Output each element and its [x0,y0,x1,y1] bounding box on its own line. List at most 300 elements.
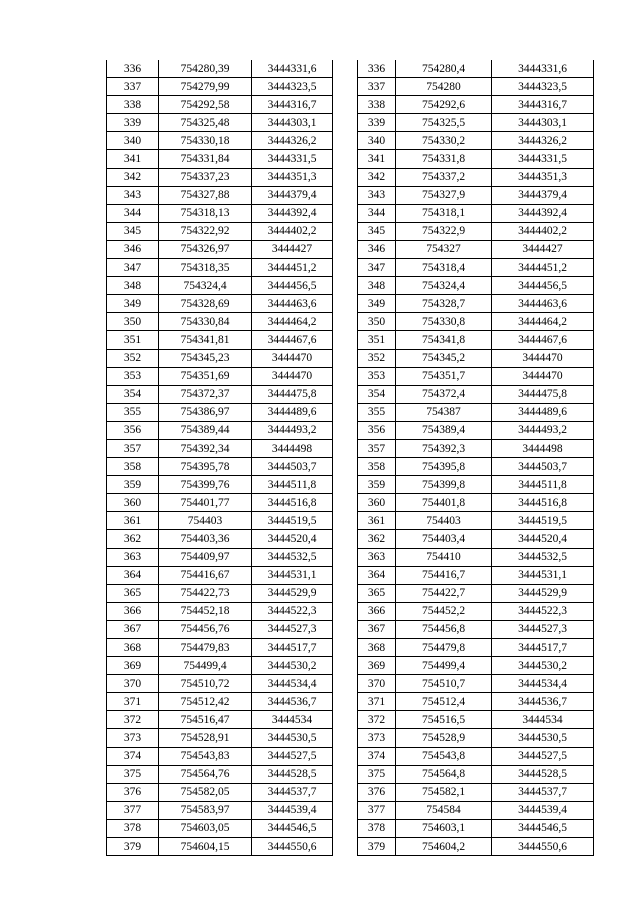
point-number-cell: 376 [358,783,396,801]
point-number-cell: 364 [358,566,396,584]
point-number-cell: 374 [358,747,396,765]
point-number-cell: 372 [358,711,396,729]
y-coordinate-cell: 3444520,4 [252,530,333,548]
table-row [107,639,333,657]
point-number-cell: 367 [358,620,396,638]
point-number-cell: 364 [107,566,159,584]
table-row [107,150,333,168]
y-coordinate-cell: 3444529,9 [492,584,594,602]
table-row [358,78,594,96]
table-row [107,186,333,204]
point-number-cell: 353 [358,367,396,385]
y-coordinate-cell: 3444456,5 [252,277,333,295]
table-row [107,494,333,512]
point-number-cell: 351 [358,331,396,349]
x-coordinate-cell: 754331,8 [396,150,492,168]
table-row [107,222,333,240]
point-number-cell: 349 [358,295,396,313]
y-coordinate-cell: 3444456,5 [492,277,594,295]
y-coordinate-cell: 3444534 [492,711,594,729]
table-row [107,421,333,439]
y-coordinate-cell: 3444534,4 [492,675,594,693]
x-coordinate-cell: 754325,48 [159,114,252,132]
point-number-cell: 347 [107,259,159,277]
point-number-cell: 353 [107,367,159,385]
x-coordinate-cell: 754399,76 [159,476,252,494]
y-coordinate-cell: 3444402,2 [252,222,333,240]
x-coordinate-cell: 754510,7 [396,675,492,693]
table-row [358,458,594,476]
y-coordinate-cell: 3444503,7 [252,458,333,476]
x-coordinate-cell: 754564,8 [396,765,492,783]
table-row [358,439,594,457]
table-row [358,259,594,277]
x-coordinate-cell: 754582,05 [159,783,252,801]
x-coordinate-cell: 754337,2 [396,168,492,186]
point-number-cell: 371 [107,693,159,711]
table-row [107,240,333,258]
y-coordinate-cell: 3444392,4 [252,204,333,222]
x-coordinate-cell: 754395,8 [396,458,492,476]
y-coordinate-cell: 3444498 [492,439,594,457]
point-number-cell: 373 [107,729,159,747]
point-number-cell: 367 [107,620,159,638]
point-number-cell: 363 [358,548,396,566]
table-row [358,620,594,638]
table-row [107,783,333,801]
table-row [107,367,333,385]
point-number-cell: 345 [107,222,159,240]
y-coordinate-cell: 3444546,5 [492,819,594,837]
x-coordinate-cell: 754292,6 [396,96,492,114]
point-number-cell: 340 [107,132,159,150]
y-coordinate-cell: 3444522,3 [492,602,594,620]
x-coordinate-cell: 754582,1 [396,783,492,801]
table-row [358,186,594,204]
table-row [107,439,333,457]
y-coordinate-cell: 3444527,3 [492,620,594,638]
x-coordinate-cell: 754543,8 [396,747,492,765]
x-coordinate-cell: 754401,77 [159,494,252,512]
table-row [107,657,333,675]
table-row [107,385,333,403]
y-coordinate-cell: 3444527,5 [252,747,333,765]
table-row [358,548,594,566]
y-coordinate-cell: 3444493,2 [492,421,594,439]
table-row [107,620,333,638]
x-coordinate-cell: 754328,7 [396,295,492,313]
y-coordinate-cell: 3444379,4 [252,186,333,204]
y-coordinate-cell: 3444427 [492,240,594,258]
x-coordinate-cell: 754280,4 [396,60,492,78]
y-coordinate-cell: 3444511,8 [252,476,333,494]
table-row [107,295,333,313]
point-number-cell: 337 [107,78,159,96]
y-coordinate-cell: 3444326,2 [492,132,594,150]
x-coordinate-cell: 754324,4 [396,277,492,295]
y-coordinate-cell: 3444530,5 [252,729,333,747]
x-coordinate-cell: 754403 [396,512,492,530]
x-coordinate-cell: 754324,4 [159,277,252,295]
table-row [358,114,594,132]
table-row [358,693,594,711]
y-coordinate-cell: 3444519,5 [252,512,333,530]
x-coordinate-cell: 754318,1 [396,204,492,222]
y-coordinate-cell: 3444326,2 [252,132,333,150]
y-coordinate-cell: 3444530,2 [252,657,333,675]
y-coordinate-cell: 3444323,5 [252,78,333,96]
y-coordinate-cell: 3444532,5 [492,548,594,566]
table-row [358,675,594,693]
table-row [358,222,594,240]
point-number-cell: 368 [107,639,159,657]
x-coordinate-cell: 754528,91 [159,729,252,747]
table-row [358,602,594,620]
y-coordinate-cell: 3444331,6 [492,60,594,78]
x-coordinate-cell: 754528,9 [396,729,492,747]
x-coordinate-cell: 754331,84 [159,150,252,168]
x-coordinate-cell: 754422,73 [159,584,252,602]
table-row [358,96,594,114]
y-coordinate-cell: 3444532,5 [252,548,333,566]
y-coordinate-cell: 3444546,5 [252,819,333,837]
y-coordinate-cell: 3444463,6 [252,295,333,313]
x-coordinate-cell: 754416,7 [396,566,492,584]
x-coordinate-cell: 754512,42 [159,693,252,711]
y-coordinate-cell: 3444316,7 [492,96,594,114]
x-coordinate-cell: 754337,23 [159,168,252,186]
y-coordinate-cell: 3444493,2 [252,421,333,439]
y-coordinate-cell: 3444392,4 [492,204,594,222]
x-coordinate-cell: 754392,3 [396,439,492,457]
y-coordinate-cell: 3444351,3 [252,168,333,186]
point-number-cell: 344 [358,204,396,222]
point-number-cell: 369 [107,657,159,675]
point-number-cell: 372 [107,711,159,729]
table-row [107,458,333,476]
x-coordinate-cell: 754327 [396,240,492,258]
x-coordinate-cell: 754499,4 [396,657,492,675]
coordinates-table-left [106,60,333,856]
y-coordinate-cell: 3444550,6 [252,838,333,856]
y-coordinate-cell: 3444537,7 [492,783,594,801]
table-row [107,349,333,367]
table-row [107,801,333,819]
x-coordinate-cell: 754372,37 [159,385,252,403]
y-coordinate-cell: 3444527,3 [252,620,333,638]
point-number-cell: 338 [358,96,396,114]
table-row [107,729,333,747]
table-row [358,657,594,675]
point-number-cell: 362 [107,530,159,548]
x-coordinate-cell: 754403,4 [396,530,492,548]
table-row [358,60,594,78]
table-row [107,675,333,693]
x-coordinate-cell: 754512,4 [396,693,492,711]
point-number-cell: 379 [358,838,396,856]
table-row [358,530,594,548]
table-row [358,476,594,494]
y-coordinate-cell: 3444534,4 [252,675,333,693]
table-row [358,819,594,837]
y-coordinate-cell: 3444517,7 [252,639,333,657]
point-number-cell: 339 [358,114,396,132]
point-number-cell: 371 [358,693,396,711]
x-coordinate-cell: 754603,05 [159,819,252,837]
y-coordinate-cell: 3444475,8 [492,385,594,403]
point-number-cell: 360 [358,494,396,512]
point-number-cell: 339 [107,114,159,132]
point-number-cell: 379 [107,838,159,856]
y-coordinate-cell: 3444303,1 [492,114,594,132]
point-number-cell: 365 [358,584,396,602]
table-row [107,512,333,530]
y-coordinate-cell: 3444539,4 [492,801,594,819]
y-coordinate-cell: 3444402,2 [492,222,594,240]
point-number-cell: 342 [107,168,159,186]
point-number-cell: 366 [358,602,396,620]
x-coordinate-cell: 754583,97 [159,801,252,819]
point-number-cell: 336 [358,60,396,78]
y-coordinate-cell: 3444379,4 [492,186,594,204]
table-row [107,78,333,96]
point-number-cell: 352 [358,349,396,367]
point-number-cell: 357 [358,439,396,457]
point-number-cell: 356 [358,421,396,439]
point-number-cell: 359 [107,476,159,494]
y-coordinate-cell: 3444303,1 [252,114,333,132]
point-number-cell: 345 [358,222,396,240]
x-coordinate-cell: 754603,1 [396,819,492,837]
y-coordinate-cell: 3444522,3 [252,602,333,620]
point-number-cell: 350 [358,313,396,331]
y-coordinate-cell: 3444511,8 [492,476,594,494]
point-number-cell: 352 [107,349,159,367]
y-coordinate-cell: 3444550,6 [492,838,594,856]
x-coordinate-cell: 754351,69 [159,367,252,385]
table-row [358,240,594,258]
point-number-cell: 376 [107,783,159,801]
coordinates-table-right [357,60,594,856]
x-coordinate-cell: 754341,81 [159,331,252,349]
table-row [358,783,594,801]
y-coordinate-cell: 3444519,5 [492,512,594,530]
point-number-cell: 347 [358,259,396,277]
x-coordinate-cell: 754318,4 [396,259,492,277]
table-row [107,530,333,548]
point-number-cell: 348 [107,277,159,295]
table-row [107,765,333,783]
point-number-cell: 377 [358,801,396,819]
point-number-cell: 343 [107,186,159,204]
table-row [358,512,594,530]
table-row [358,765,594,783]
x-coordinate-cell: 754510,72 [159,675,252,693]
point-number-cell: 359 [358,476,396,494]
x-coordinate-cell: 754279,99 [159,78,252,96]
y-coordinate-cell: 3444475,8 [252,385,333,403]
table-row [107,331,333,349]
point-number-cell: 370 [358,675,396,693]
y-coordinate-cell: 3444451,2 [252,259,333,277]
x-coordinate-cell: 754345,23 [159,349,252,367]
x-coordinate-cell: 754403,36 [159,530,252,548]
point-number-cell: 346 [107,240,159,258]
table-row [107,747,333,765]
table-row [107,132,333,150]
y-coordinate-cell: 3444531,1 [492,566,594,584]
x-coordinate-cell: 754372,4 [396,385,492,403]
point-number-cell: 363 [107,548,159,566]
table-row [358,711,594,729]
y-coordinate-cell: 3444537,7 [252,783,333,801]
x-coordinate-cell: 754345,2 [396,349,492,367]
y-coordinate-cell: 3444516,8 [492,494,594,512]
table-row [107,602,333,620]
x-coordinate-cell: 754389,4 [396,421,492,439]
table-row [107,114,333,132]
x-coordinate-cell: 754409,97 [159,548,252,566]
table-row [358,403,594,421]
table-row [358,132,594,150]
point-number-cell: 358 [358,458,396,476]
x-coordinate-cell: 754327,88 [159,186,252,204]
point-number-cell: 369 [358,657,396,675]
table-row [107,693,333,711]
table-row [107,566,333,584]
x-coordinate-cell: 754479,83 [159,639,252,657]
point-number-cell: 344 [107,204,159,222]
x-coordinate-cell: 754499,4 [159,657,252,675]
table-row [107,313,333,331]
y-coordinate-cell: 3444463,6 [492,295,594,313]
table-row [358,729,594,747]
y-coordinate-cell: 3444498 [252,439,333,457]
table-row [107,838,333,856]
x-coordinate-cell: 754351,7 [396,367,492,385]
x-coordinate-cell: 754326,97 [159,240,252,258]
x-coordinate-cell: 754292,58 [159,96,252,114]
table-row [107,819,333,837]
table-row [358,385,594,403]
table-row [107,259,333,277]
y-coordinate-cell: 3444464,2 [492,313,594,331]
point-number-cell: 361 [107,512,159,530]
point-number-cell: 358 [107,458,159,476]
point-number-cell: 378 [107,819,159,837]
y-coordinate-cell: 3444528,5 [492,765,594,783]
x-coordinate-cell: 754456,8 [396,620,492,638]
x-coordinate-cell: 754318,13 [159,204,252,222]
point-number-cell: 354 [358,385,396,403]
x-coordinate-cell: 754422,7 [396,584,492,602]
y-coordinate-cell: 3444530,2 [492,657,594,675]
point-number-cell: 343 [358,186,396,204]
x-coordinate-cell: 754452,18 [159,602,252,620]
table-row [107,476,333,494]
table-row [358,295,594,313]
x-coordinate-cell: 754322,9 [396,222,492,240]
point-number-cell: 341 [358,150,396,168]
table-row [358,494,594,512]
x-coordinate-cell: 754516,47 [159,711,252,729]
y-coordinate-cell: 3444536,7 [252,693,333,711]
y-coordinate-cell: 3444470 [252,349,333,367]
point-number-cell: 356 [107,421,159,439]
table-row [358,168,594,186]
point-number-cell: 360 [107,494,159,512]
point-number-cell: 350 [107,313,159,331]
table-row [107,277,333,295]
x-coordinate-cell: 754387 [396,403,492,421]
table-row [358,421,594,439]
point-number-cell: 366 [107,602,159,620]
y-coordinate-cell: 3444323,5 [492,78,594,96]
x-coordinate-cell: 754584 [396,801,492,819]
x-coordinate-cell: 754543,83 [159,747,252,765]
point-number-cell: 355 [358,403,396,421]
table-row [358,566,594,584]
point-number-cell: 349 [107,295,159,313]
x-coordinate-cell: 754327,9 [396,186,492,204]
y-coordinate-cell: 3444470 [492,367,594,385]
x-coordinate-cell: 754416,67 [159,566,252,584]
y-coordinate-cell: 3444517,7 [492,639,594,657]
y-coordinate-cell: 3444331,6 [252,60,333,78]
point-number-cell: 374 [107,747,159,765]
y-coordinate-cell: 3444331,5 [492,150,594,168]
x-coordinate-cell: 754322,92 [159,222,252,240]
table-row [358,801,594,819]
table-row [358,838,594,856]
y-coordinate-cell: 3444503,7 [492,458,594,476]
point-number-cell: 361 [358,512,396,530]
table-body [107,60,333,856]
x-coordinate-cell: 754604,2 [396,838,492,856]
table-body [358,60,594,856]
x-coordinate-cell: 754280 [396,78,492,96]
x-coordinate-cell: 754280,39 [159,60,252,78]
point-number-cell: 377 [107,801,159,819]
point-number-cell: 348 [358,277,396,295]
y-coordinate-cell: 3444534 [252,711,333,729]
point-number-cell: 355 [107,403,159,421]
y-coordinate-cell: 3444531,1 [252,566,333,584]
point-number-cell: 337 [358,78,396,96]
x-coordinate-cell: 754330,84 [159,313,252,331]
point-number-cell: 346 [358,240,396,258]
point-number-cell: 354 [107,385,159,403]
table-row [358,584,594,602]
y-coordinate-cell: 3444470 [492,349,594,367]
x-coordinate-cell: 754330,8 [396,313,492,331]
point-number-cell: 362 [358,530,396,548]
table-row [358,367,594,385]
y-coordinate-cell: 3444529,9 [252,584,333,602]
x-coordinate-cell: 754399,8 [396,476,492,494]
table-row [358,204,594,222]
point-number-cell: 351 [107,331,159,349]
y-coordinate-cell: 3444530,5 [492,729,594,747]
table-row [358,639,594,657]
table-row [358,150,594,168]
x-coordinate-cell: 754325,5 [396,114,492,132]
table-row [107,403,333,421]
point-number-cell: 375 [358,765,396,783]
table-row [107,168,333,186]
x-coordinate-cell: 754403 [159,512,252,530]
y-coordinate-cell: 3444316,7 [252,96,333,114]
